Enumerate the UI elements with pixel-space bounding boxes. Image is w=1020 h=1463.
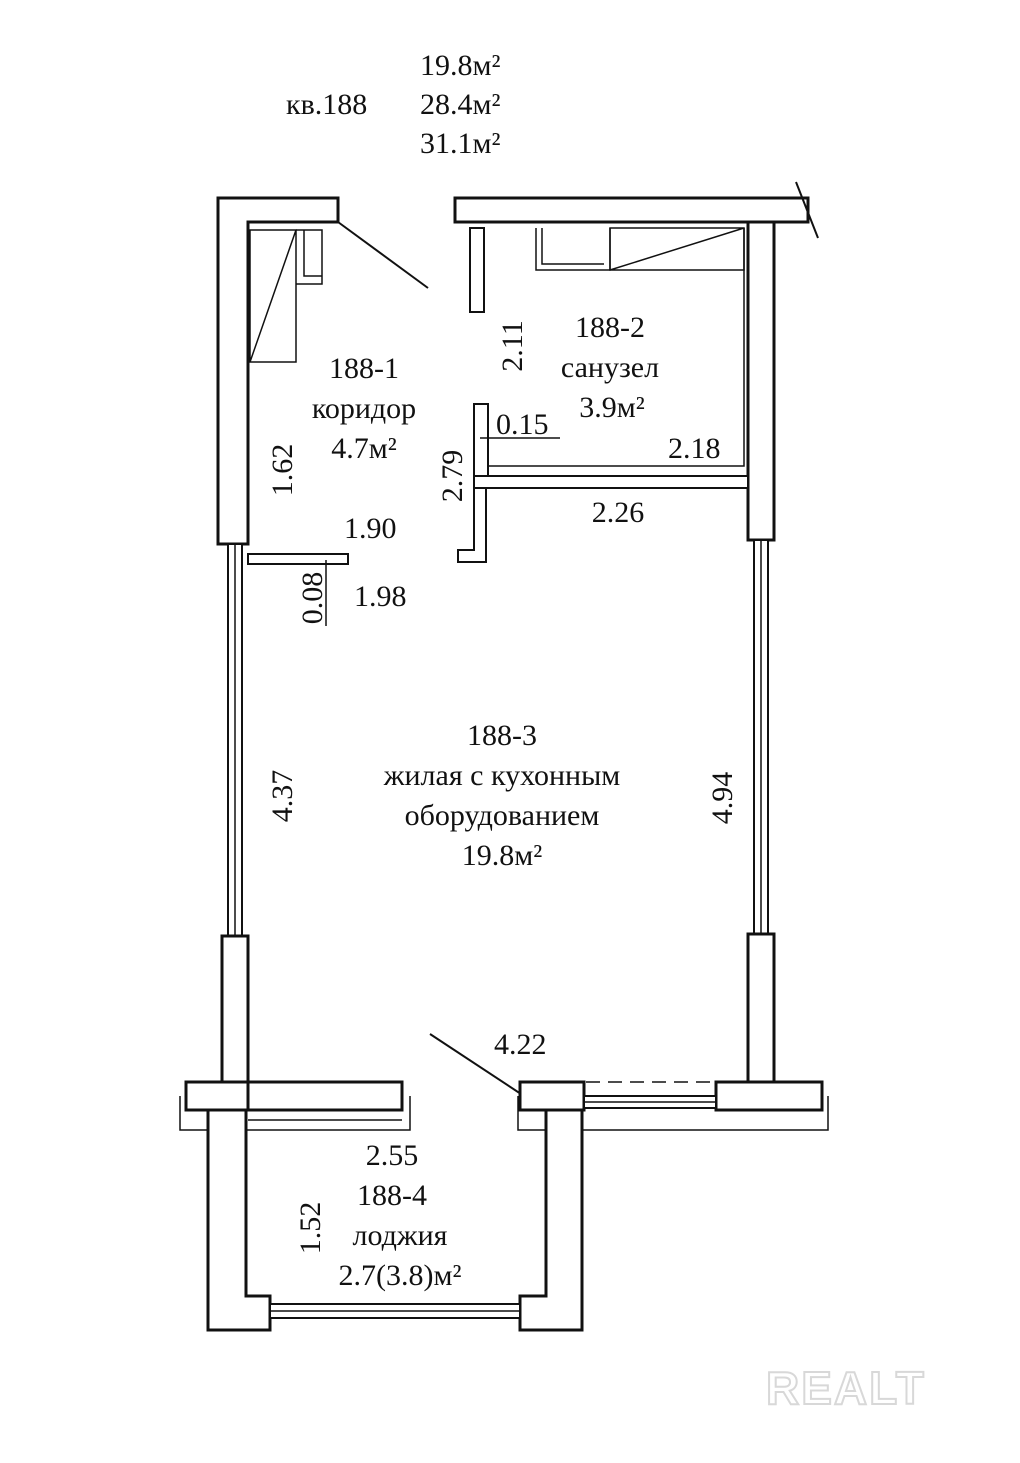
loggia-name: лоджия [352,1219,448,1252]
living-name-1: жилая с кухонным [383,759,621,792]
loggia-width: 2.55 [365,1139,419,1172]
corridor-closet [250,230,296,362]
dim-bath-niche: 0.15 [496,408,549,441]
bathroom-name: санузел [560,351,660,384]
dim-corridor-b: 1.98 [354,580,407,613]
dim-living-right: 4.94 [706,771,739,825]
corridor-stub [248,554,348,564]
dim-bath-inner: 2.18 [668,432,721,465]
bathtub [610,228,744,270]
dim-living-left: 4.37 [266,769,299,823]
corridor-area: 4.7м² [331,432,397,465]
loggia-wall-left [208,1110,270,1330]
loggia-id: 188-4 [357,1179,427,1212]
wall-bottom-right [716,1082,822,1110]
total-area-living: 19.8м² [420,49,501,82]
bathroom-id: 188-2 [575,311,645,344]
corridor-id: 188-1 [329,352,399,385]
dim-partition: 0.08 [296,571,329,625]
dim-corridor-left: 1.62 [266,443,299,497]
corridor-name: коридор [311,392,417,425]
loggia-wall-right [520,1110,582,1330]
loggia-area: 2.7(3.8)м² [338,1259,462,1292]
dim-corridor-side: 2.79 [436,449,469,503]
entry-door [338,222,428,288]
bath-wall-left-lower [474,404,488,476]
wall-bottom-left-cap [186,1082,250,1110]
dim-corridor-a: 1.90 [344,512,397,545]
wall-bottom-right-cap [520,1082,584,1110]
wall-top-right [455,198,808,222]
living-id: 188-3 [467,719,537,752]
dim-bath-outer: 2.26 [591,496,645,529]
bath-wall-bottom [474,476,748,488]
bath-wall-left [470,228,484,312]
bathroom-area: 3.9м² [579,391,645,424]
dim-living-bottom: 4.22 [494,1028,547,1061]
dim-bath-height: 2.11 [496,320,529,372]
dim-loggia-depth: 1.52 [294,1201,327,1255]
living-name-2: оборудованием [404,799,600,832]
wall-bottom-left [248,1082,402,1110]
watermark-logo: REALT [766,1362,926,1414]
living-area: 19.8м² [461,839,543,872]
wall-right-top [748,222,774,540]
bath-fixture [536,228,610,270]
total-area: 28.4м² [420,88,501,121]
total-area-loggia: 31.1м² [420,127,501,160]
apartment-number: кв.188 [286,88,368,121]
